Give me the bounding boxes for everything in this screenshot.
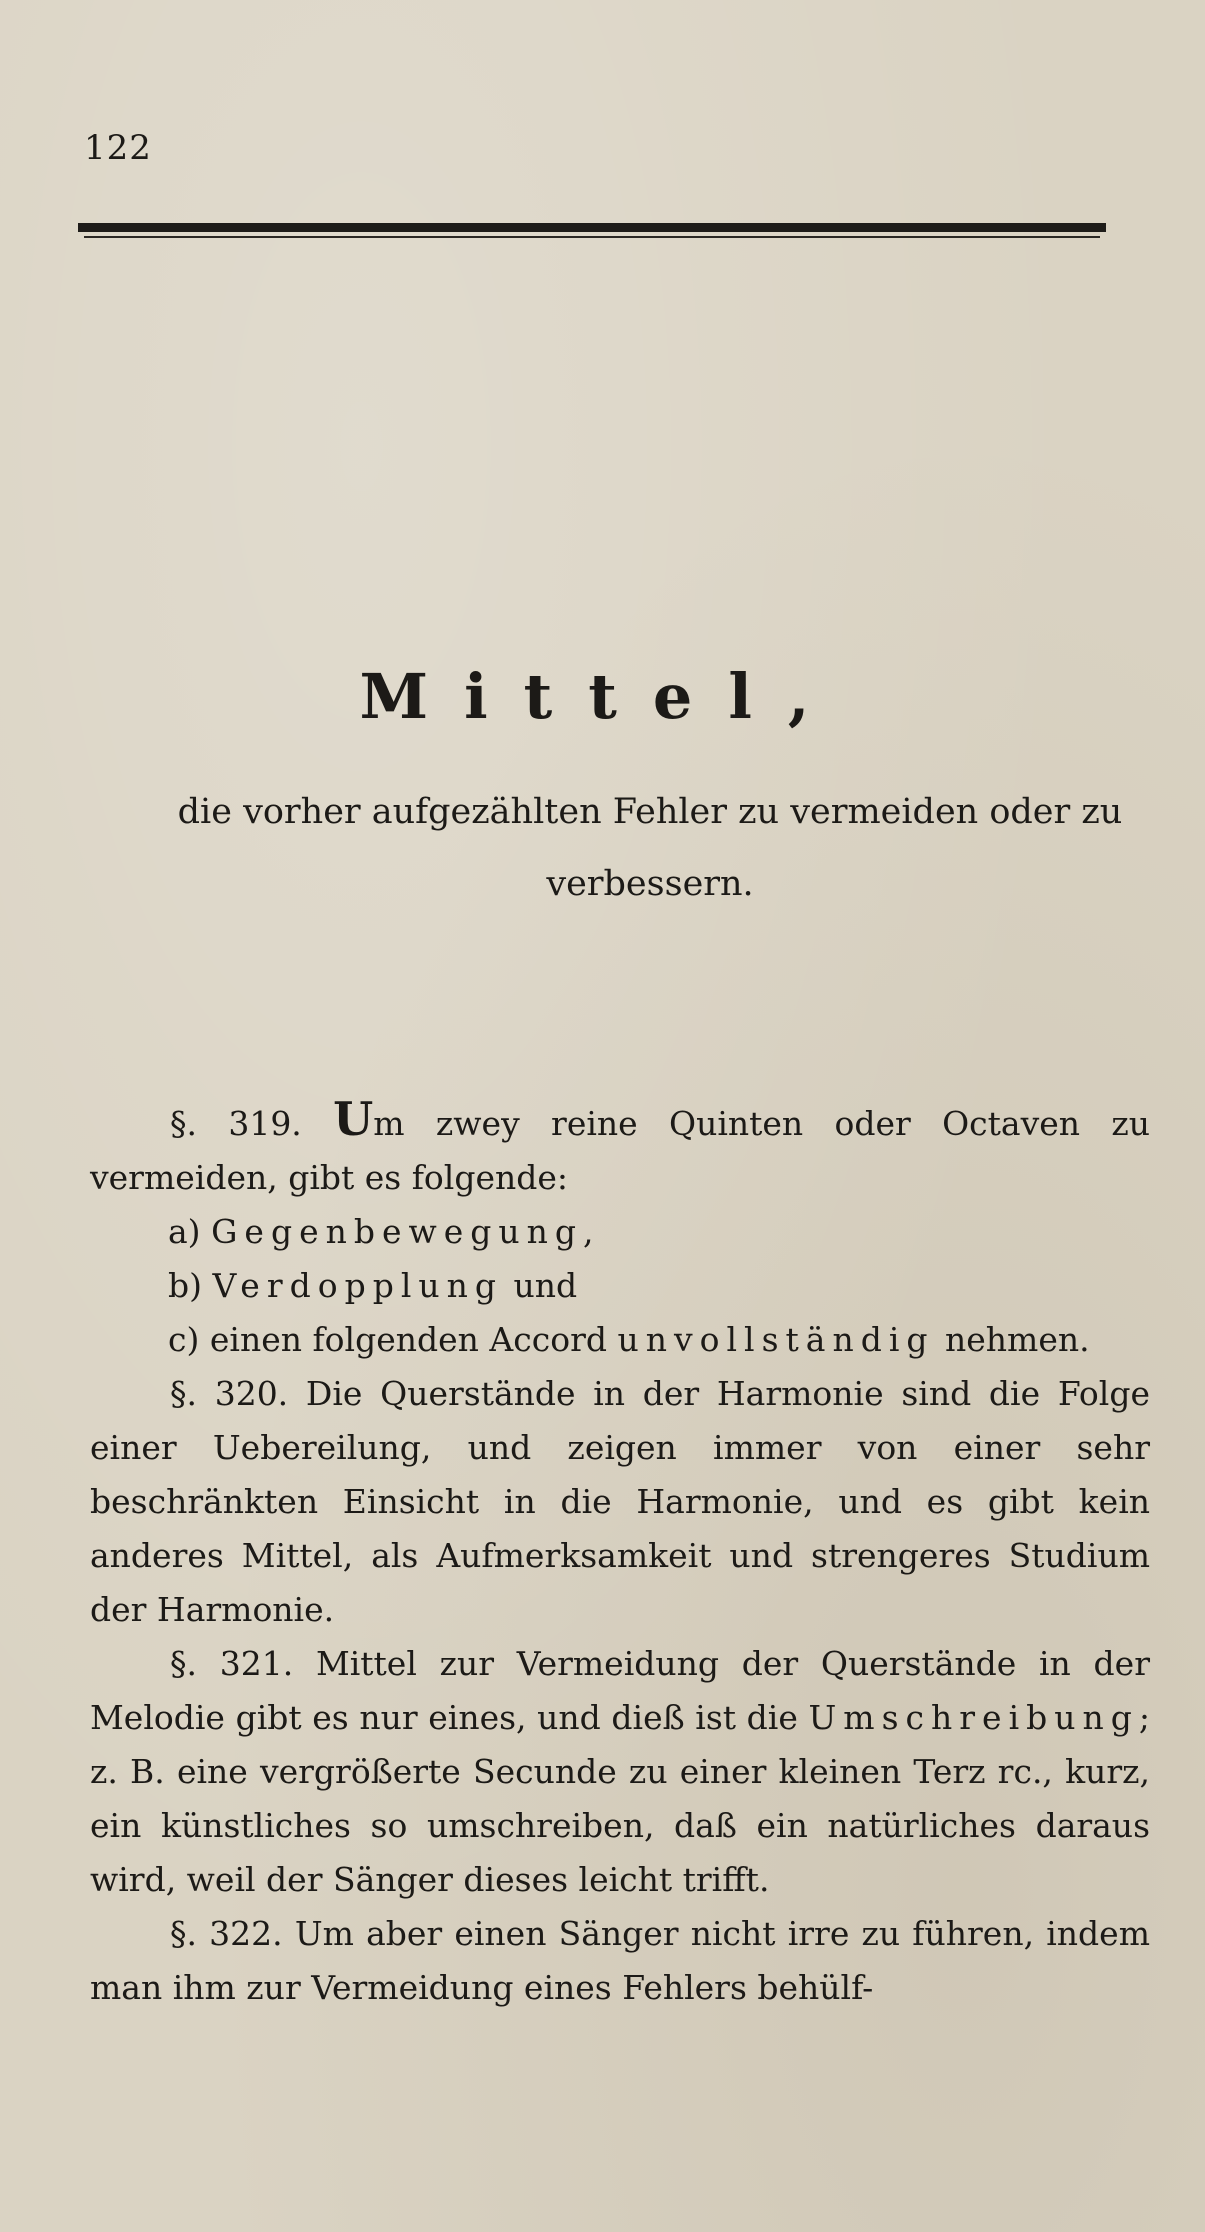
paragraph-321	[90, 1637, 1150, 1907]
header-rule-thick	[78, 223, 1106, 232]
chapter-subheading: die vorher aufgezählten Fehler zu vermeiden oder zu verbessern.	[177, 792, 1123, 904]
list-pre: einen folgenden Accord	[209, 1320, 618, 1359]
section-number: §. 319.	[170, 1104, 302, 1143]
paragraph-text-after: ; z. B. eine vergrößerte Secunde zu einer kleinen Terz rc., kurz, ein künstliches so umschreiben, daß ein natürliches daraus wird, weil der Sänger dieses leicht trifft.	[90, 1698, 1150, 1899]
list-term: Gegenbewegung	[211, 1212, 584, 1251]
paragraph-319	[90, 1092, 1150, 1205]
list-rest: nehmen.	[934, 1320, 1090, 1359]
paragraph-text: Die Querstände in der Harmonie sind die Folge einer Uebereilung, und zeigen immer von einer sehr beschränkten Einsicht in die Harmonie, und es gibt kein anderes Mittel, als Aufmerksamkeit und strengeres Studium der Harmonie.	[90, 1374, 1150, 1629]
paragraph-320	[90, 1367, 1150, 1637]
list-marker: c)	[168, 1320, 200, 1359]
header-rule-thin	[84, 236, 1100, 238]
list-rest: und	[503, 1266, 578, 1305]
section-number: §. 321.	[170, 1644, 294, 1683]
section-number: §. 320.	[170, 1374, 289, 1413]
page-number: 122	[84, 128, 152, 168]
section-number: §. 322.	[170, 1914, 283, 1953]
list-rest: ,	[583, 1212, 594, 1251]
list-marker: b)	[168, 1266, 202, 1305]
drop-initial: U	[333, 1092, 374, 1146]
body-text	[90, 1092, 1150, 2015]
paragraph-322	[90, 1907, 1150, 2015]
list-marker: a)	[168, 1212, 201, 1251]
emphasized-term: Umschreibung	[808, 1698, 1139, 1737]
chapter-heading: Mittel,	[359, 660, 846, 733]
list-term: unvollständig	[617, 1320, 935, 1359]
paragraph-text: Um aber einen Sänger nicht irre zu führen, indem man ihm zur Vermeidung eines Fehlers behülf-	[90, 1914, 1150, 2007]
list-term: Verdopplung	[212, 1266, 504, 1305]
header-rule	[78, 223, 1106, 241]
paragraph-text: m zwey reine Quinten oder Octaven zu vermeiden, gibt es folgende:	[90, 1104, 1151, 1197]
list-item-a	[90, 1205, 1150, 1259]
list-item-c	[90, 1313, 1150, 1367]
paragraph-text-before: Mittel zur Vermeidung der Querstände in der Melodie gibt es nur eines, und dieß ist die	[90, 1644, 1150, 1737]
list-item-b	[90, 1259, 1150, 1313]
